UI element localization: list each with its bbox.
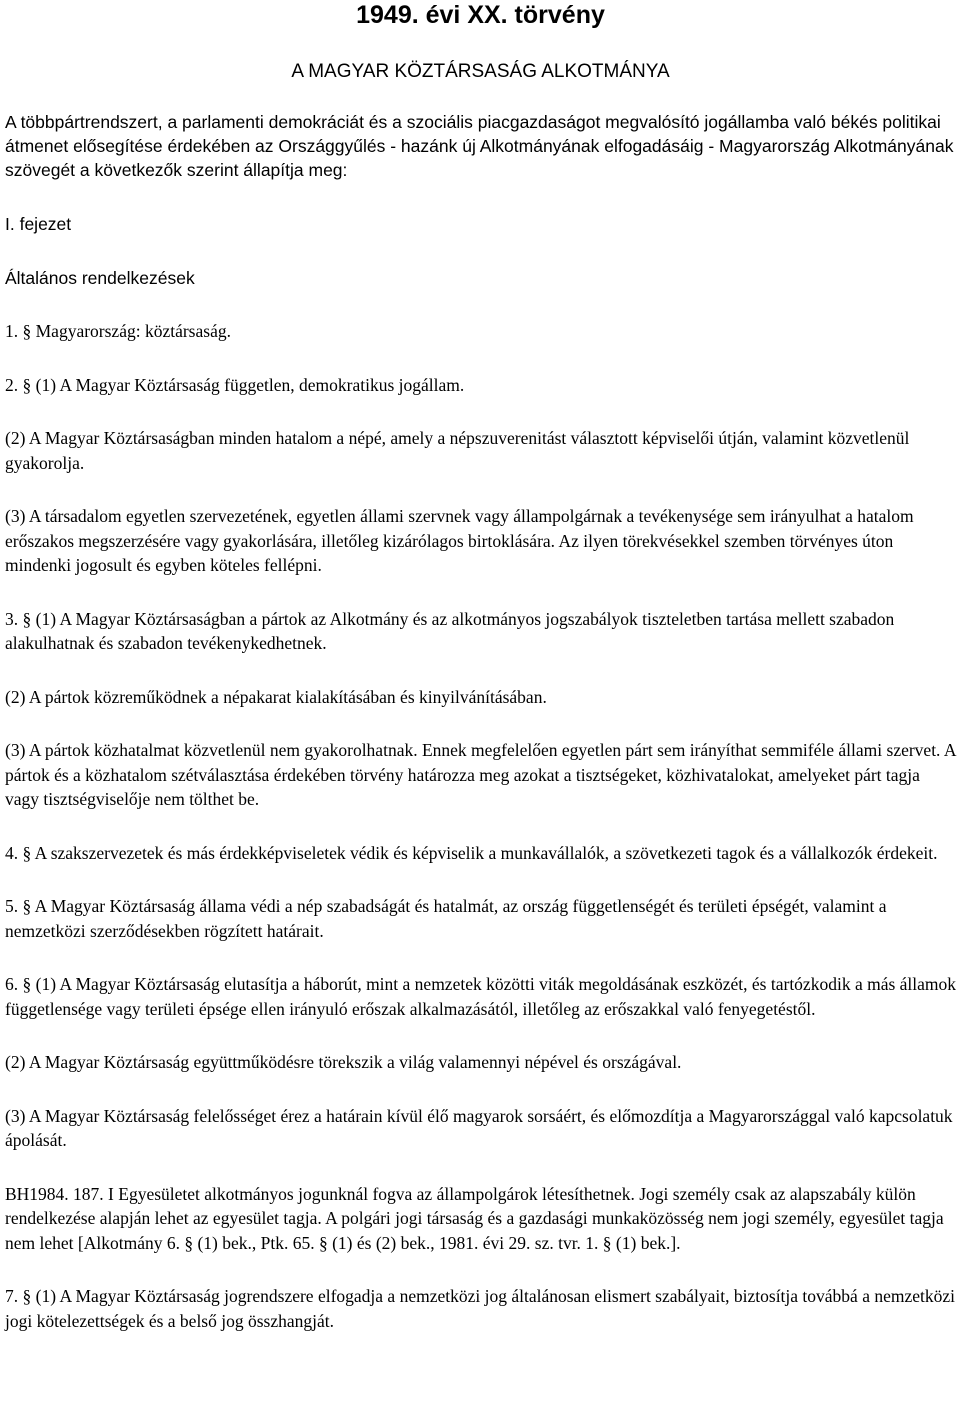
section-5: 5. § A Magyar Köztársaság állama védi a nép szabadságát és hatalmát, az ország függetlenségét és területi épségét, valamint a nemzetközi szerződésekben rögzített határait. (5, 896, 887, 941)
section-6-paragraph-1: 6. § (1) A Magyar Köztársaság elutasítja a háborút, mint a nemzetek közötti viták megoldásának eszközét, és tartózkodik a más államok függetlensége vagy területi épsége ellen irányuló erőszak alkalmazásától, illetőleg az erőszakkal való fenyegetéstől. (5, 974, 957, 1019)
chapter-title: Általános rendelkezések (5, 267, 195, 288)
preamble-paragraph: A többpártrendszert, a parlamenti demokráciát és a szociális piacgazdaságot megvalósító jogállamba való békés politikai átmenet elősegítése érdekében az Országgyűlés - hazánk új Alkotmányának elfogadásáig - Magyarország Alkotmányának szövegét a következők szerint állapítja meg: (5, 112, 954, 180)
section-4: 4. § A szakszervezetek és más érdekképviseletek védik és képviselik a munkavállalók, a szövetkezeti tagok és a vállalkozók érdekeit. (5, 842, 938, 863)
section-2-paragraph-2: (2) A Magyar Köztársaságban minden hatalom a népé, amely a népszuverenitást választott képviselői útján, valamint közvetlenül gyakorolja. (5, 428, 910, 473)
section-2-paragraph-1: 2. § (1) A Magyar Köztársaság független, demokratikus jogállam. (5, 374, 465, 395)
section-3-paragraph-2: (2) A pártok közreműködnek a népakarat kialakításában és kinyilvánításában. (5, 686, 547, 707)
chapter-heading: I. fejezet (5, 214, 72, 234)
document-title: 1949. évi XX. törvény (356, 1, 605, 29)
court-decision-note: BH1984. 187. I Egyesületet alkotmányos jogunknál fogva az állampolgárok létesíthetnek. Jogi személy csak az alapszabály külön rendelkezése alapján lehet az egyesület tagja. A polgári jogi társaság és a gazdasági munkaközösség nem jogi személy, egyesület tagja nem lehet [Alkotmány 6. § (1) bek., Ptk. 65. § (1) és (2) bek., 1981. évi 29. sz. tvr. 1. § (1) bek.]. (5, 1183, 944, 1253)
section-1: 1. § Magyarország: köztársaság. (5, 321, 231, 341)
section-3-paragraph-3: (3) A pártok közhatalmat közvetlenül nem gyakorolhatnak. Ennek megfelelően egyetlen párt sem irányíthat semmiféle állami szervet. A pártok és a közhatalom szétválasztása érdekében törvény határozza meg azokat a tisztségeket, közhivatalokat, amelyeket párt tagja vagy tisztségviselője nem tölthet be. (5, 740, 956, 809)
section-2-paragraph-3: (3) A társadalom egyetlen szervezetének, egyetlen állami szervnek vagy állampolgárnak a tevékenysége sem irányulhat a hatalom erőszakos megszerzésére vagy gyakorlására, illetőleg kizárólagos birtoklására. Az ilyen törekvésekkel szemben törvényes úton mindenki jogosult és egyben köteles fellépni. (5, 506, 914, 575)
document-subtitle: A MAGYAR KÖZTÁRSASÁG ALKOTMÁNYA (291, 61, 670, 82)
section-6-paragraph-3: (3) A Magyar Köztársaság felelősséget érez a határain kívül élő magyarok sorsáért, és előmozdítja a Magyarországgal való kapcsolatuk ápolását. (5, 1105, 953, 1150)
section-6-paragraph-2: (2) A Magyar Köztársaság együttműködésre törekszik a világ valamennyi népével és országával. (5, 1052, 682, 1072)
section-7-paragraph-1: 7. § (1) A Magyar Köztársaság jogrendszere elfogadja a nemzetközi jog általánosan elismert szabályait, biztosítja továbbá a nemzetközi jogi kötelezettségek és a belső jog összhangját. (5, 1286, 955, 1331)
section-3-paragraph-1: 3. § (1) A Magyar Köztársaságban a pártok az Alkotmány és az alkotmányos jogszabályok tiszteletben tartása mellett szabadon alakulhatnak és szabadon tevékenykedhetnek. (5, 608, 895, 653)
